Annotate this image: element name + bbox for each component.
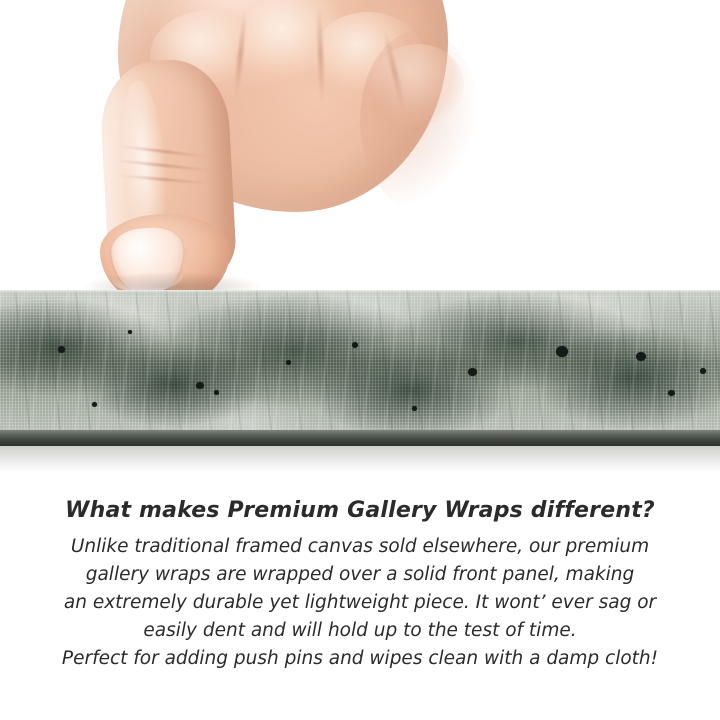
caption-line: Unlike traditional framed canvas sold elsewhere, our premium bbox=[70, 536, 650, 557]
caption-line: gallery wraps are wrapped over a solid front panel, making bbox=[85, 564, 635, 586]
canvas-surface bbox=[0, 290, 720, 442]
canvas-speck bbox=[352, 342, 358, 348]
caption-title: What makes Premium Gallery Wraps different? bbox=[65, 498, 655, 523]
canvas-speck bbox=[58, 346, 65, 353]
caption-line: an extremely durable yet lightweight piece. It wont’ ever sag or bbox=[63, 592, 657, 614]
canvas-speck bbox=[92, 402, 97, 407]
canvas-speck bbox=[636, 352, 646, 361]
canvas-speck bbox=[468, 368, 477, 376]
canvas-speck bbox=[556, 346, 568, 357]
canvas-speck bbox=[196, 382, 204, 389]
caption-body bbox=[0, 533, 720, 674]
caption-line: easily dent and will hold up to the test of time. bbox=[143, 620, 577, 642]
canvas-speck bbox=[286, 360, 291, 365]
hand-outer-edge bbox=[360, 30, 480, 210]
hand-photo bbox=[0, 0, 720, 300]
canvas-speck bbox=[700, 368, 706, 374]
canvas-panel-edge bbox=[0, 430, 720, 446]
canvas-top-edge bbox=[0, 290, 720, 294]
canvas-drop-shadow bbox=[0, 446, 720, 472]
canvas-paint-streaks bbox=[0, 290, 720, 442]
canvas-speck bbox=[214, 390, 219, 395]
canvas-speck bbox=[668, 390, 675, 396]
caption-block bbox=[0, 498, 720, 674]
canvas-speck bbox=[128, 330, 132, 334]
caption-line: Perfect for adding push pins and wipes clean with a damp cloth! bbox=[61, 648, 659, 670]
canvas-speck bbox=[412, 406, 417, 411]
